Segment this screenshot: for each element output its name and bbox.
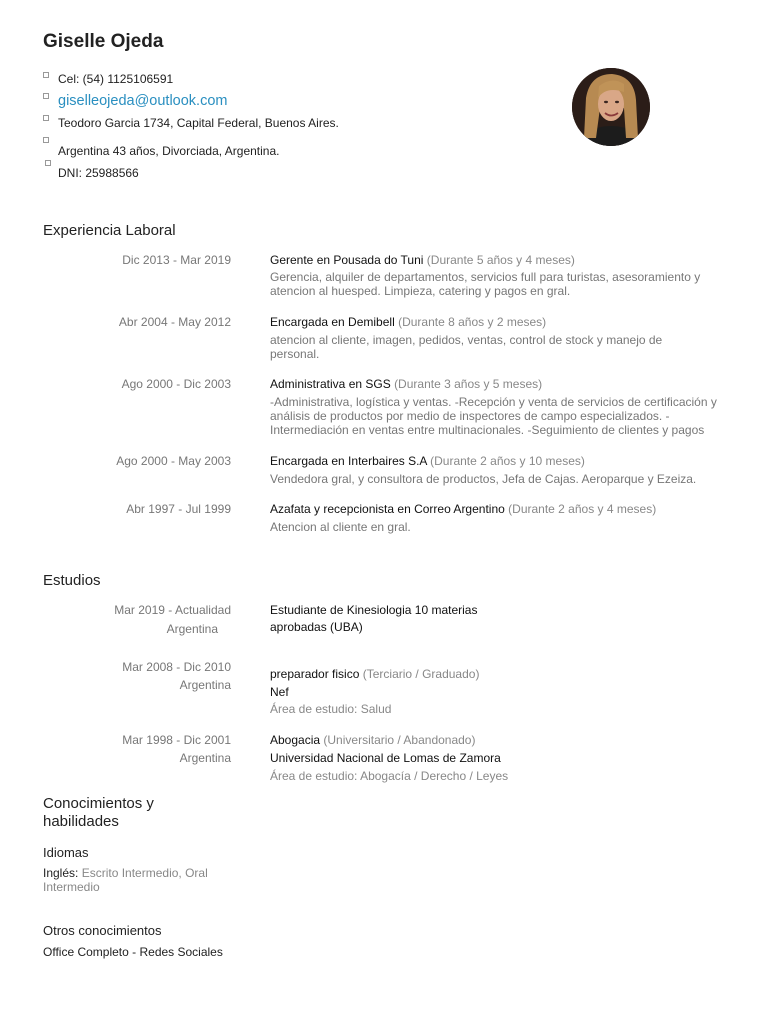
languages-title: Idiomas <box>43 845 89 860</box>
contact-personal <box>43 137 280 158</box>
degree-status: (Terciario / Graduado) <box>362 667 480 681</box>
education-institution: Universidad Nacional de Lomas de Zamora <box>270 751 501 765</box>
degree-text: Abogacia <box>270 733 321 747</box>
experience-description: Atencion al cliente en gral. <box>270 520 411 534</box>
role-duration: (Durante 8 años y 2 meses) <box>398 315 547 329</box>
experience-role <box>270 377 542 391</box>
education-location: Argentina <box>179 751 231 765</box>
experience-dates: Ago 2000 - May 2003 <box>116 454 231 468</box>
contact-address <box>43 115 339 130</box>
education-section-title: Estudios <box>43 572 101 589</box>
role-text: Azafata y recepcionista en Correo Argentino <box>270 502 505 516</box>
candidate-name: Giselle Ojeda <box>43 31 164 52</box>
bullet-icon <box>45 160 51 166</box>
degree-text: preparador fisico <box>270 667 360 681</box>
education-location: Argentina <box>179 678 231 692</box>
education-institution: Nef <box>270 685 289 699</box>
contact-email[interactable] <box>43 93 228 109</box>
contact-dni <box>43 160 139 180</box>
experience-dates: Abr 1997 - Jul 1999 <box>126 502 231 516</box>
role-duration: (Durante 5 años y 4 meses) <box>426 253 575 267</box>
experience-dates: Dic 2013 - Mar 2019 <box>122 253 231 267</box>
role-duration: (Durante 2 años y 10 meses) <box>430 454 585 468</box>
education-location: Argentina <box>166 622 218 636</box>
education-dates: Mar 1998 - Dic 2001 <box>122 733 231 747</box>
experience-description: Vendedora gral, y consultora de productos, Jefa de Cajas. Aeroparque y Ezeiza. <box>270 472 697 486</box>
phone-text: Cel: (54) 1125106591 <box>58 72 174 86</box>
role-text: Administrativa en SGS <box>270 377 391 391</box>
bullet-icon <box>43 115 49 121</box>
education-line: Estudiante de Kinesiologia 10 materias <box>270 603 478 617</box>
language-name: Inglés: <box>43 866 79 880</box>
experience-description: Gerencia, alquiler de departamentos, servicios full para turistas, asesoramiento y atencion al huesped. Limpieza, catering y pagos en gral. <box>270 270 701 298</box>
bullet-icon <box>43 93 49 99</box>
experience-description: -Administrativa, logística y ventas. -Recepción y venta de servicios de certificación y análisis de productos por medio de inspectores de campo especializados. -Intermediación en ventas entre multinacionales. -Seguimiento de clientes y pagos <box>270 395 717 437</box>
bullet-icon <box>43 72 49 78</box>
other-skills-text: Office Completo - Redes Sociales <box>43 945 223 959</box>
other-skills-title: Otros conocimientos <box>43 923 162 938</box>
degree-status: (Universitario / Abandonado) <box>323 733 476 747</box>
experience-role <box>270 502 656 516</box>
experience-role <box>270 315 546 329</box>
experience-description: atencion al cliente, imagen, pedidos, ventas, control de stock y manejo de personal. <box>270 333 663 361</box>
experience-dates: Abr 2004 - May 2012 <box>118 315 231 329</box>
education-area: Área de estudio: Abogacía / Derecho / Leyes <box>270 769 509 783</box>
role-text: Gerente en Pousada do Tuni <box>270 253 424 267</box>
experience-role <box>270 253 575 267</box>
role-text: Encargada en Demibell <box>270 315 395 329</box>
language-level: Escrito Intermedio, Oral Intermedio <box>43 866 208 894</box>
role-duration: (Durante 2 años y 4 meses) <box>508 502 657 516</box>
education-degree <box>270 733 475 747</box>
profile-photo <box>572 68 650 146</box>
personal-text: Argentina 43 años, Divorciada, Argentina. <box>58 144 280 158</box>
education-dates: Mar 2008 - Dic 2010 <box>122 660 231 674</box>
dni-text: DNI: 25988566 <box>58 166 139 180</box>
language-item <box>43 866 233 894</box>
role-duration: (Durante 3 años y 5 meses) <box>394 377 543 391</box>
contact-phone <box>43 72 174 86</box>
education-degree <box>270 667 479 681</box>
experience-role <box>270 454 585 468</box>
education-line: aprobadas (UBA) <box>270 620 363 634</box>
experience-section-title: Experiencia Laboral <box>43 222 176 239</box>
email-link[interactable]: giselleojeda@outlook.com <box>58 93 228 109</box>
education-dates: Mar 2019 - Actualidad <box>114 603 231 617</box>
experience-dates: Ago 2000 - Dic 2003 <box>121 377 231 391</box>
skills-section-title: Conocimientos y habilidades <box>43 795 154 830</box>
role-text: Encargada en Interbaires S.A <box>270 454 427 468</box>
bullet-icon <box>43 137 49 143</box>
education-area: Área de estudio: Salud <box>270 702 392 716</box>
address-text: Teodoro Garcia 1734, Capital Federal, Buenos Aires. <box>58 116 339 130</box>
